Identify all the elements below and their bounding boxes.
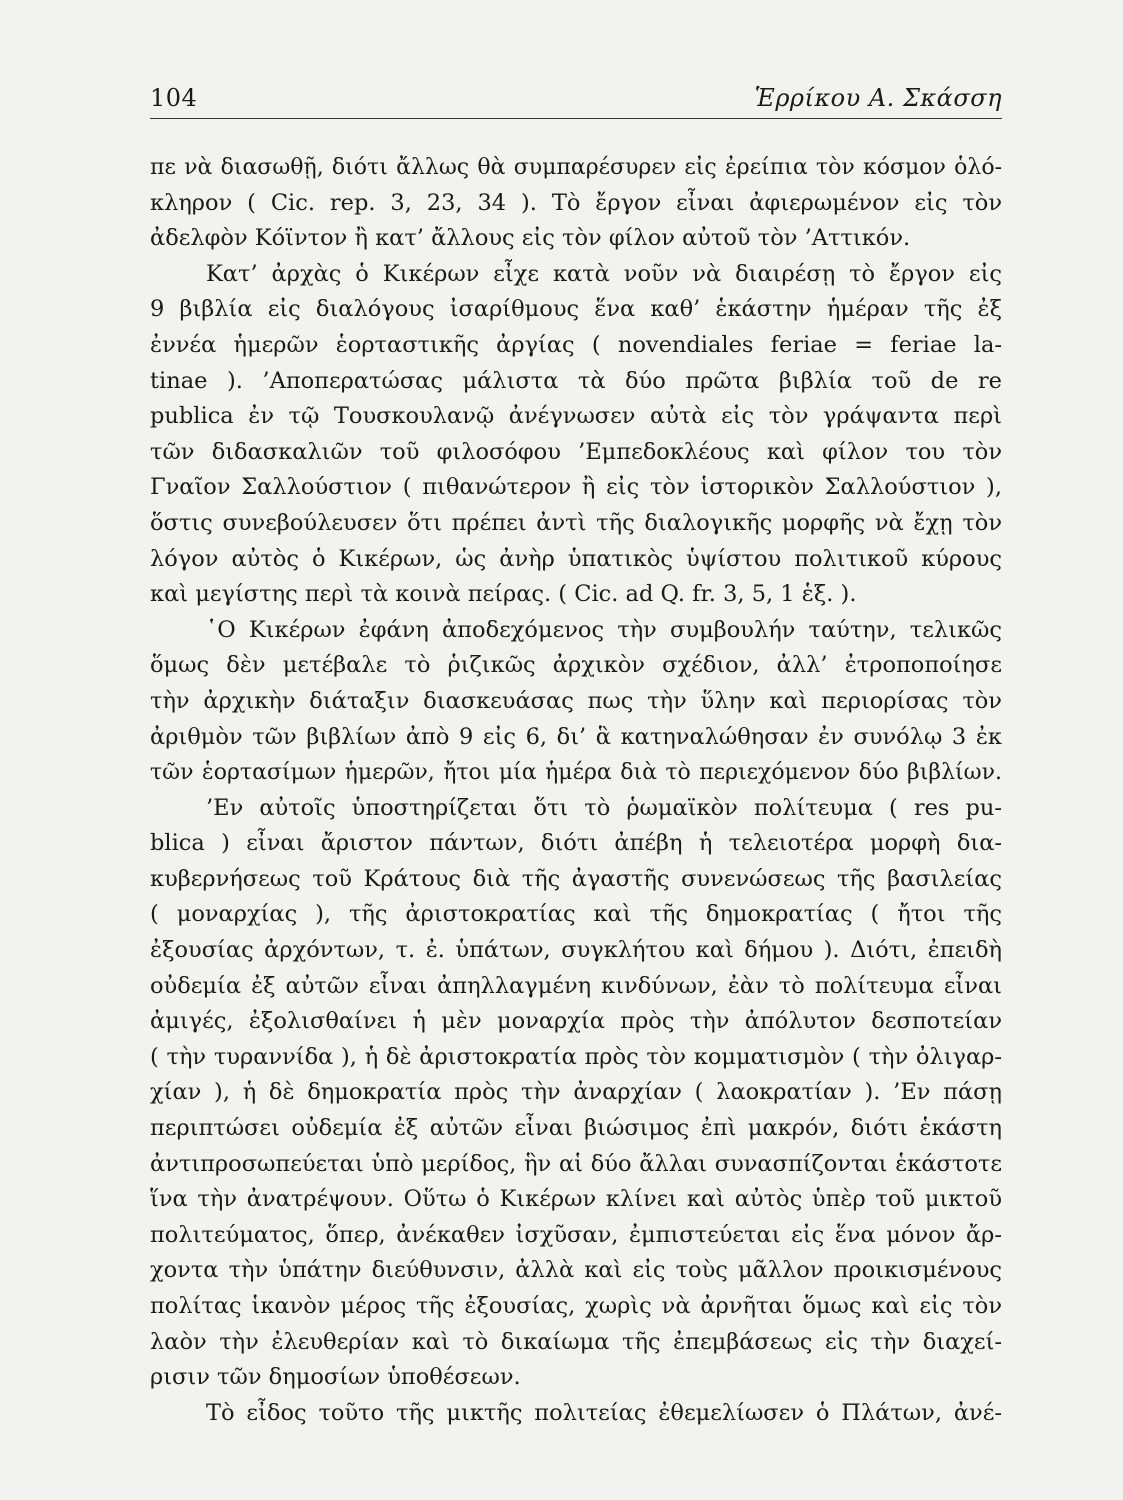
text-line: ὅμως δὲν μετέβαλε τὸ ῥιζικῶς ἀρχικὸν σχέδιον, ἀλλ’ ἐτροποποίησε — [150, 652, 1002, 679]
text-line: Τὸ εἶδος τοῦτο τῆς μικτῆς πολιτείας ἐθεμελίωσεν ὁ Πλάτων, ἀνέ- — [206, 1399, 1002, 1426]
text-line: τῶν ἑορτασίμων ἡμερῶν, ἤτοι μία ἡμέρα διὰ τὸ περιεχόμενον δύο βιβλίων. — [150, 760, 1002, 786]
text-line: οὐδεμία ἐξ αὐτῶν εἶναι ἀπηλλαγμένη κινδύνων, ἐὰν τὸ πολίτευμα εἶναι — [150, 972, 1002, 999]
text-line: λαὸν τὴν ἐλευθερίαν καὶ τὸ δικαίωμα τῆς ἐπεμβάσεως εἰς τὴν διαχεί- — [150, 1328, 1002, 1355]
text-line: Κατ’ ἀρχὰς ὁ Κικέρων εἶχε κατὰ νοῦν νὰ διαιρέσῃ τὸ ἔργον εἰς — [206, 260, 1002, 287]
text-line: ἐξουσίας ἀρχόντων, τ. ἐ. ὑπάτων, συγκλήτου καὶ δήμου ). Διότι, ἐπειδὴ — [150, 937, 1002, 964]
page-header — [150, 78, 1002, 119]
text-line: blica ) εἶναι ἄριστον πάντων, διότι ἀπέβη ἡ τελειοτέρα μορφὴ δια- — [150, 830, 1002, 857]
text-line: κληρον ( Cic. rep. 3, 23, 34 ). Τὸ ἔργον εἶναι ἀφιερωμένον εἰς τὸν — [150, 189, 1002, 216]
text-line: τῶν διδασκαλιῶν τοῦ φιλοσόφου ’Εμπεδοκλέους καὶ φίλον του τὸν — [150, 438, 1002, 465]
text-line: ρισιν τῶν δημοσίων ὑποθέσεων. — [150, 1364, 521, 1391]
text-line: publica ἐν τῷ Τουσκουλανῷ ἀνέγνωσεν αὐτὰ εἰς τὸν γράψαντα περὶ — [150, 403, 1002, 430]
text-line: χοντα τὴν ὑπάτην διεύθυνσιν, ἀλλὰ καὶ εἰς τοὺς μᾶλλον προικισμένους — [150, 1257, 1002, 1284]
text-line: tinae ). ’Αποπερατώσας μάλιστα τὰ δύο πρῶτα βιβλία τοῦ de re — [150, 367, 1002, 394]
text-line: ἀμιγές, ἐξολισθαίνει ἡ μὲν μοναρχία πρὸς τὴν ἀπόλυτον δεσποτείαν — [150, 1008, 1002, 1035]
text-line: ἀριθμὸν τῶν βιβλίων ἀπὸ 9 εἰς 6, δι’ ἃ κατηναλώθησαν ἐν συνόλῳ 3 ἐκ — [150, 723, 1002, 750]
body-text — [150, 150, 1002, 1431]
text-line: ἵνα τὴν ἀνατρέψουν. Οὕτω ὁ Κικέρων κλίνει καὶ αὐτὸς ὑπὲρ τοῦ μικτοῦ — [150, 1186, 1002, 1213]
text-line: ( μοναρχίας ), τῆς ἀριστοκρατίας καὶ τῆς δημοκρατίας ( ἤτοι τῆς — [150, 901, 1002, 928]
text-line: τὴν ἀρχικὴν διάταξιν διασκευάσας πως τὴν ὕλην καὶ περιορίσας τὸν — [150, 687, 1002, 714]
text-line: ’Εν αὐτοῖς ὑποστηρίζεται ὅτι τὸ ῥωμαϊκὸν πολίτευμα ( res pu- — [206, 794, 1002, 821]
page-number: 104 — [150, 84, 198, 112]
text-line: πολίτας ἱκανὸν μέρος τῆς ἐξουσίας, χωρὶς νὰ ἀρνῆται ὅμως καὶ εἰς τὸν — [150, 1293, 1002, 1319]
text-line: πε νὰ διασωθῇ, διότι ἄλλως θὰ συμπαρέσυρεν εἰς ἐρείπια τὸν κόσμον ὁλό- — [150, 155, 1002, 180]
text-line: ῾Ο Κικέρων ἐφάνη ἀποδεχόμενος τὴν συμβουλήν ταύτην, τελικῶς — [206, 616, 1002, 643]
text-line: ἀντιπροσωπεύεται ὑπὸ μερίδος, ἣν αἱ δύο ἄλλαι συνασπίζονται ἑκάστοτε — [150, 1150, 1002, 1177]
text-line: ἀδελφὸν Κόϊντον ἢ κατ’ ἄλλους εἰς τὸν φίλον αὐτοῦ τὸν ’Αττικόν. — [150, 225, 911, 252]
running-head: Ἑρρίκου Α. Σκάσση — [754, 84, 1002, 112]
text-line: λόγον αὐτὸς ὁ Κικέρων, ὡς ἀνὴρ ὑπατικὸς ὑψίστου πολιτικοῦ κύρους — [150, 545, 1002, 572]
text-line: περιπτώσει οὐδεμία ἐξ αὐτῶν εἶναι βιώσιμος ἐπὶ μακρόν, διότι ἑκάστη — [150, 1115, 1002, 1142]
text-line: Γναῖον Σαλλούστιον ( πιθανώτερον ἢ εἰς τὸν ἱστορικὸν Σαλλούστιον ), — [150, 474, 1002, 501]
text-line: ἐννέα ἡμερῶν ἑορταστικῆς ἀργίας ( novendiales feriae = feriae la- — [150, 331, 1002, 358]
text-line: κυβερνήσεως τοῦ Κράτους διὰ τῆς ἀγαστῆς συνενώσεως τῆς βασιλείας — [150, 865, 1002, 892]
text-line: 9 βιβλία εἰς διαλόγους ἰσαρίθμους ἕνα καθ’ ἑκάστην ἡμέραν τῆς ἐξ — [150, 296, 1002, 323]
text-line: χίαν ), ἡ δὲ δημοκρατία πρὸς τὴν ἀναρχίαν ( λαοκρατίαν ). ’Εν πάσῃ — [150, 1079, 1002, 1106]
text-line: πολιτεύματος, ὅπερ, ἀνέκαθεν ἰσχῦσαν, ἐμπιστεύεται εἰς ἕνα μόνον ἄρ- — [150, 1221, 1002, 1248]
text-line: καὶ μεγίστης περὶ τὰ κοινὰ πείρας. ( Cic. ad Q. fr. 3, 5, 1 ἑξ. ). — [150, 581, 857, 608]
text-line: ὅστις συνεβούλευσεν ὅτι πρέπει ἀντὶ τῆς διαλογικῆς μορφῆς νὰ ἔχῃ τὸν — [150, 509, 1002, 536]
text-line: ( τὴν τυραννίδα ), ἡ δὲ ἀριστοκρατία πρὸς τὸν κομματισμὸν ( τὴν ὀλιγαρ- — [150, 1043, 1002, 1070]
